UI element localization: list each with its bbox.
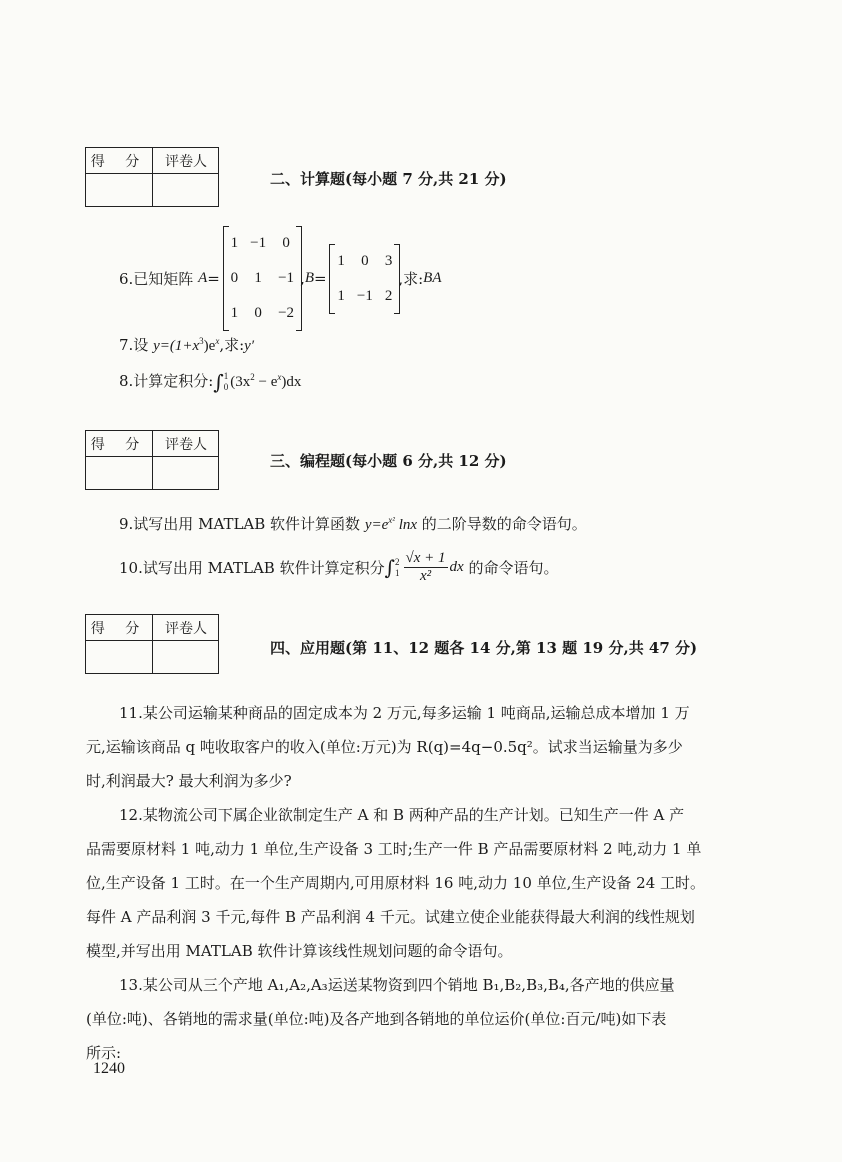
question-11: 11.某公司运输某种商品的固定成本为 2 万元,每多运输 1 吨商品,运输总成本增加 1 万 元,运输该商品 q 吨收取客户的收入(单位:万元)为 R(q)=4q−0.5q²。试求当运输量为多少 时,利润最大? 最大利润为多少?	[86, 704, 690, 790]
question-10: 10.试写出用 MATLAB 软件计算定积分∫2 1 $\frac{√x + 1}{\text{x²}}$ dx 的命令语句。	[119, 550, 559, 584]
score-box: 得 分 评卷人	[85, 614, 219, 674]
matrix-a: 1 −1 0 0 1 −1 1 0 −2	[225, 226, 300, 331]
question-13: 13.某公司从三个产地 A₁,A₂,A₃运送某物资到四个销地 B₁,B₂,B₃,B₄,各产地的供应量 (单位:吨)、各销地的需求量(单位:吨)及各产地到各销地的单位运价(单位:百元/吨)如下表 所示:	[86, 976, 675, 1062]
question-8: 8.计算定积分:∫1 0 $(3x^2 - e^x)dx$	[119, 370, 302, 394]
integral-sign: ∫	[213, 370, 224, 394]
score-label: 得 分	[90, 154, 148, 170]
question-12: 12.某物流公司下属企业欲制定生产 A 和 B 两种产品的生产计划。已知生产一件 A 产 品需要原材料 1 吨,动力 1 单位,生产设备 3 工时;生产一件 B 产品需要原材料 2 吨,动力 1 单 位,生产设备 1 工时。在一个生产周期内,可用原材料 16 吨,动力 10 单位,生产设备 24 工时。 每件 A 产品利润 3 千元,每件 B 产品利润 4 千元。试建立使企业能获得最大利润的线性规划 模型,并写出用 MATLAB 软件计算该线性规划问题的命令语句。	[86, 806, 706, 960]
matrix-b: 1 0 3 1 −1 2	[331, 244, 398, 314]
section-title: 四、应用题(第 11、12 题各 14 分,第 13 题 19 分,共 47 分)	[270, 639, 698, 657]
question-6: 6.已知矩阵 A= 1 −1 0 0 1 −1 1 0 −2 ,B= 1 0 3 1 −1 2 ,求:BA	[119, 226, 442, 331]
grader-label: 评卷人	[165, 154, 207, 170]
integral-sign: ∫	[384, 555, 396, 580]
question-9: 9.试写出用 MATLAB 软件计算函数 $y=e^{x^2}$ lnx 的二阶导数的命令语句。	[119, 515, 587, 533]
page-number: 1240	[93, 1060, 125, 1077]
score-box: 得 分 评卷人	[85, 430, 219, 490]
question-7: 7.设 $y=(1+x^3)e^x$,求:y′	[119, 336, 255, 354]
score-box	[85, 147, 219, 207]
section-title: 二、计算题(每小题 7 分,共 21 分)	[270, 170, 507, 188]
section-title: 三、编程题(每小题 6 分,共 12 分)	[270, 452, 507, 470]
